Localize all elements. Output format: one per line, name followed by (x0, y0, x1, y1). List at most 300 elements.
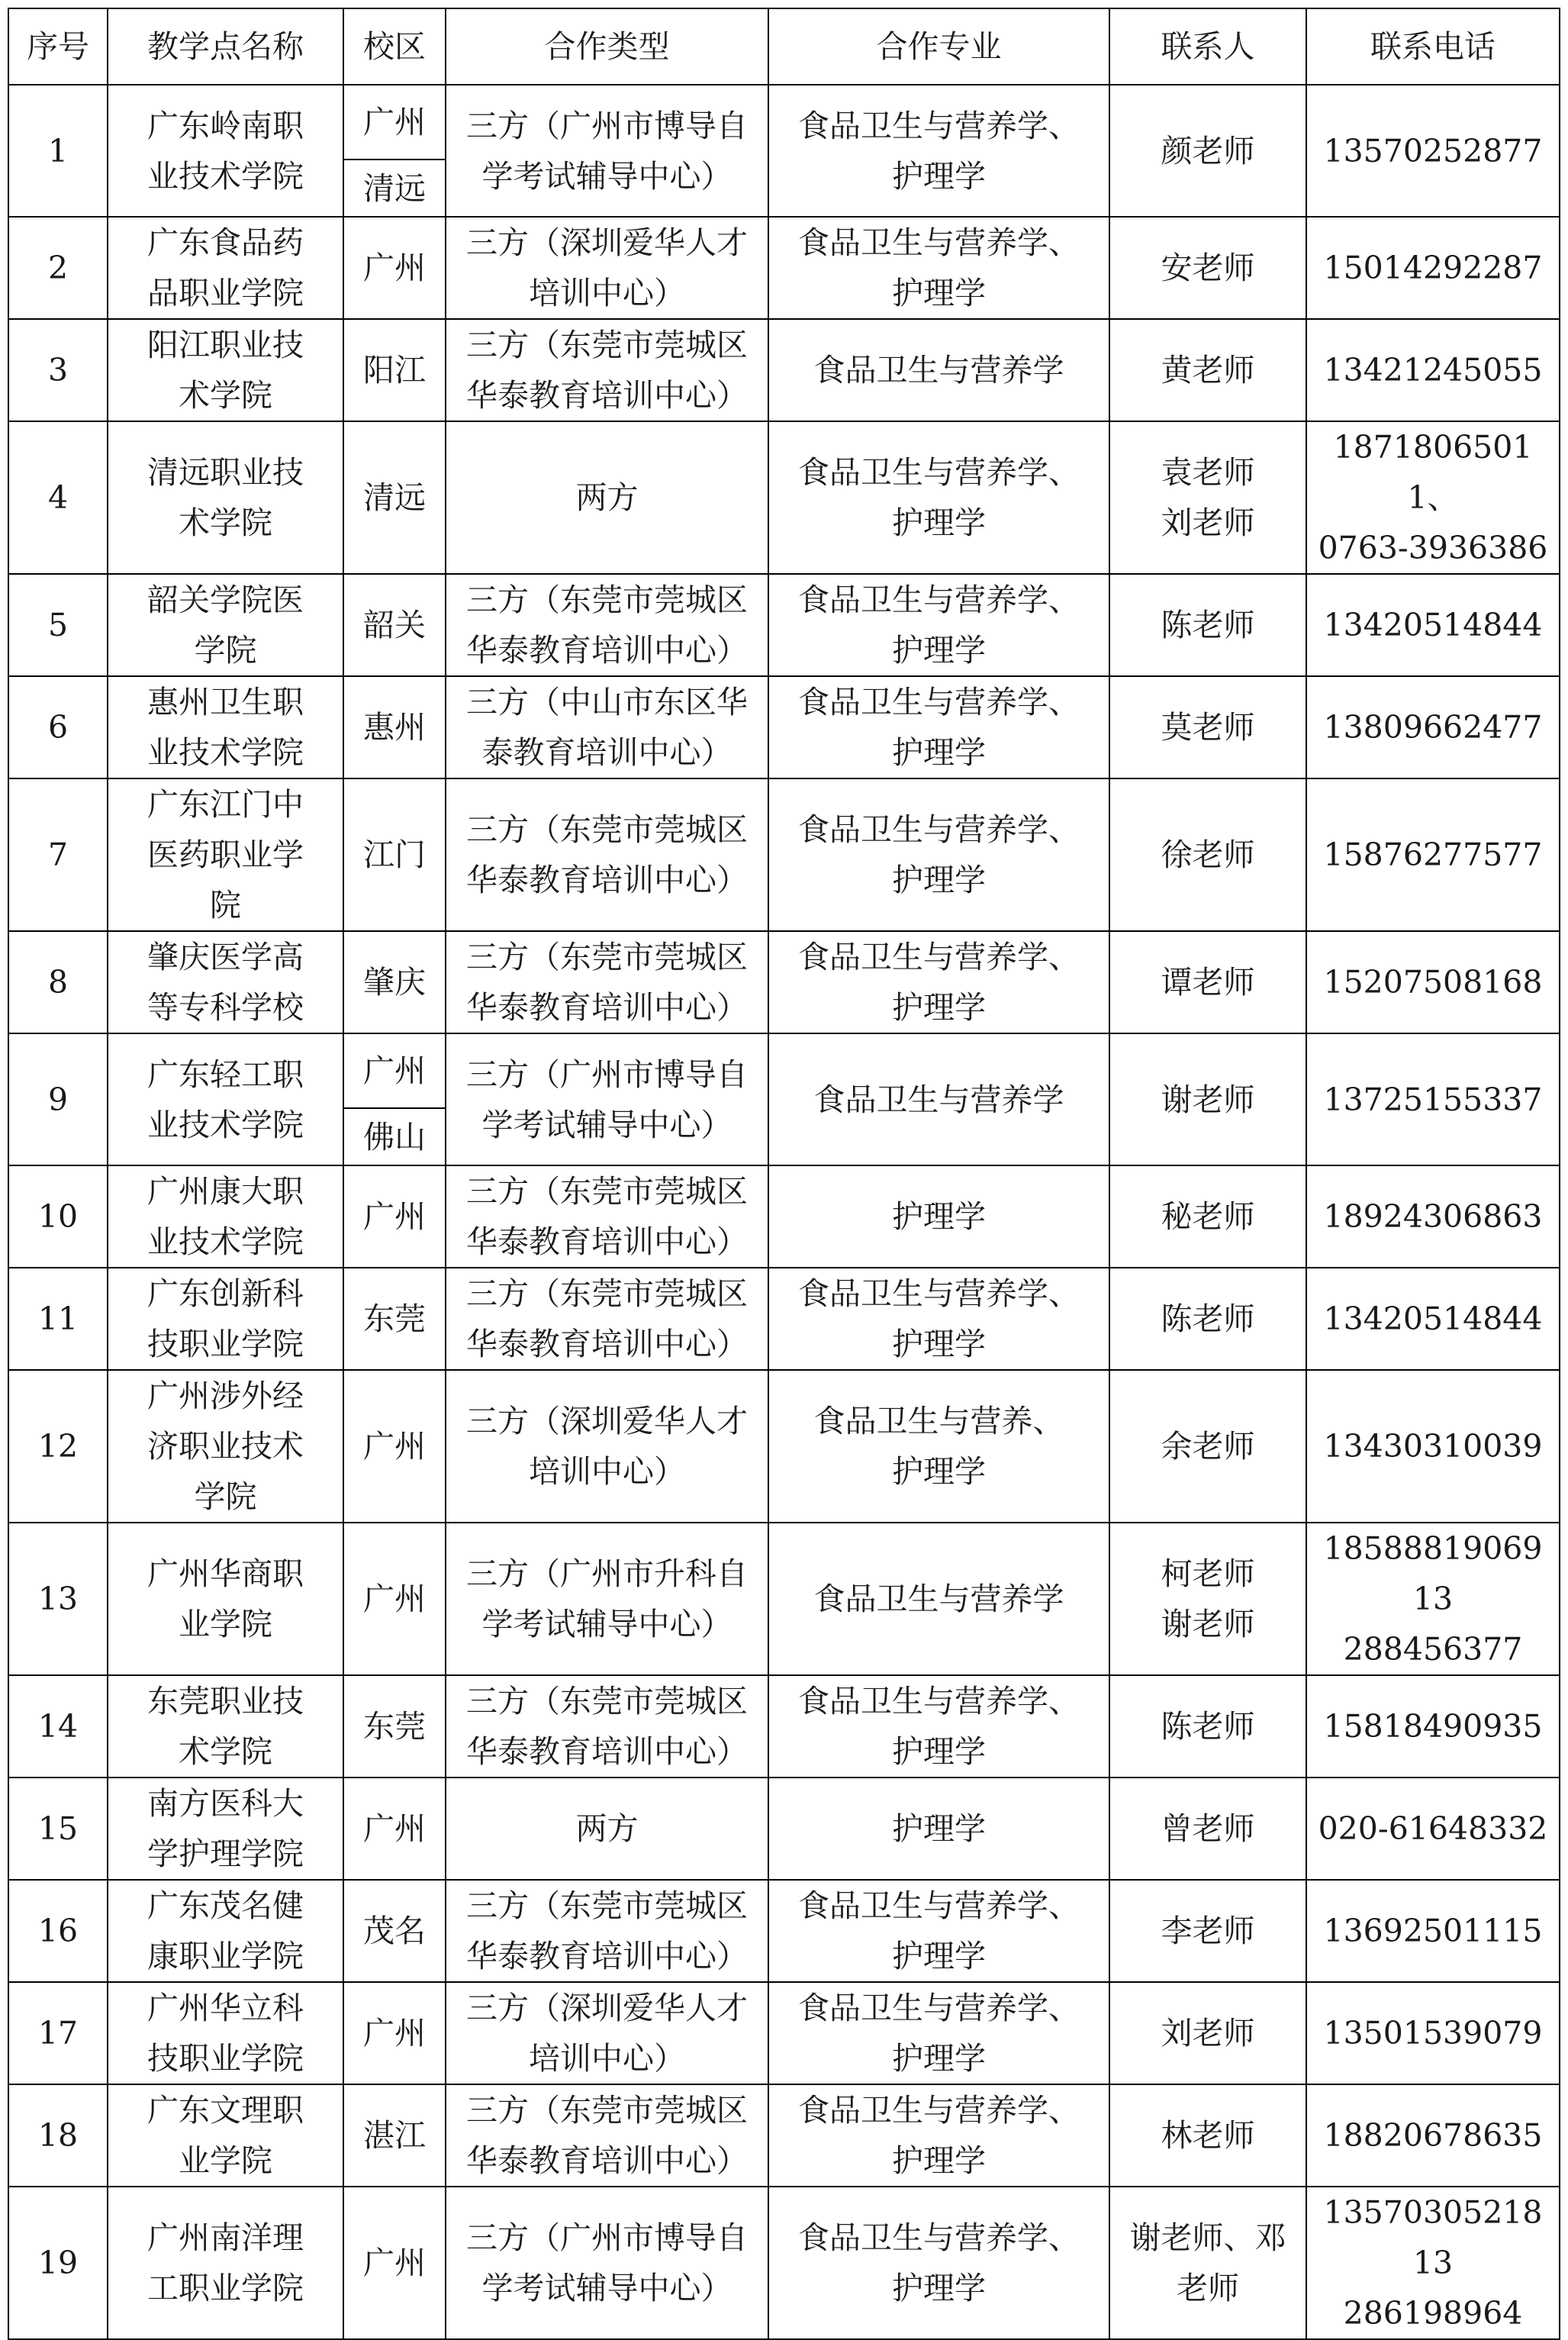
header-cell-major: 合作专业 (768, 8, 1109, 85)
row-number-cell (8, 1165, 108, 1268)
table-row (8, 2084, 1560, 2187)
campus-cell-line: 广州 (363, 1198, 426, 1235)
major-cell (768, 319, 1109, 421)
major-cell-line: 护理学 (892, 1453, 986, 1490)
cooperation-type-cell-line: 两方 (575, 479, 639, 516)
campus-cell-line: 广州 (363, 1810, 426, 1847)
phone-cell (1306, 676, 1560, 778)
row-number-cell-line: 5 (47, 607, 69, 643)
phone-cell-line: 15876277577 (1323, 836, 1543, 873)
campus-cell-line: 湛江 (363, 2117, 426, 2154)
school-name-cell-line: 学护理学院 (147, 1836, 304, 1872)
contact-person-cell (1109, 1268, 1306, 1370)
school-name-cell (108, 1165, 343, 1268)
school-name-cell-line: 广东岭南职 (147, 107, 304, 144)
cooperation-type-cell-line: 三方（东莞市莞城区 (466, 811, 748, 848)
row-number-cell-line: 2 (47, 250, 69, 286)
contact-person-cell (1109, 931, 1306, 1033)
header-cell-name: 教学点名称 (108, 8, 343, 85)
contact-person-cell (1109, 1033, 1306, 1165)
campus-cell (343, 1033, 446, 1108)
school-name-cell-line: 肇庆医学高 (147, 939, 304, 975)
school-name-cell-line: 学院 (194, 1478, 257, 1515)
contact-person-cell-line: 安老师 (1161, 250, 1255, 286)
major-cell-line: 食品卫生与营养学、 (798, 939, 1080, 975)
major-cell-line: 食品卫生与营养学 (813, 1581, 1064, 1617)
campus-cell (343, 160, 446, 217)
contact-person-cell (1109, 574, 1306, 676)
major-cell (768, 2084, 1109, 2187)
campus-cell-line: 东莞 (363, 1301, 426, 1337)
major-cell-line: 护理学 (892, 1326, 986, 1362)
school-name-cell (108, 574, 343, 676)
cooperation-type-cell (446, 2187, 768, 2339)
phone-cell-line: 1357030521813 (1323, 2194, 1543, 2281)
table-row (8, 676, 1560, 778)
major-cell (768, 574, 1109, 676)
major-cell-line: 食品卫生与营养学、 (798, 1887, 1080, 1924)
header-row (8, 8, 1560, 85)
row-number-cell (8, 1523, 108, 1675)
major-cell (768, 421, 1109, 574)
phone-cell (1306, 1880, 1560, 1982)
major-cell-line: 食品卫生与营养学、 (798, 1990, 1080, 2026)
cooperation-type-cell (446, 1523, 768, 1675)
cooperation-type-cell (446, 217, 768, 319)
major-cell (768, 676, 1109, 778)
school-name-cell-line: 广东茂名健 (147, 1887, 304, 1924)
major-cell (768, 217, 1109, 319)
campus-cell (343, 1165, 446, 1268)
cooperation-type-cell-line: 泰教育培训中心） (481, 734, 732, 771)
contact-person-cell-line: 李老师 (1161, 1913, 1255, 1949)
phone-cell-line: 13420514844 (1323, 1301, 1543, 1337)
campus-cell-line: 广州 (363, 104, 426, 140)
row-number-cell (8, 931, 108, 1033)
phone-cell-line: 0763-3936386 (1318, 530, 1548, 566)
school-name-cell-line: 医药职业学 (147, 836, 304, 873)
table-row (8, 1523, 1560, 1675)
school-name-cell-line: 广州南洋理 (147, 2219, 304, 2256)
row-number-cell-line: 7 (47, 836, 69, 873)
school-name-cell (108, 778, 343, 931)
major-cell-line: 护理学 (892, 2270, 986, 2306)
school-name-cell-line: 术学院 (179, 504, 272, 541)
cooperation-type-cell-line: 三方（广州市博导自 (466, 2219, 748, 2256)
cooperation-type-cell-line: 三方（深圳爱华人才 (466, 224, 748, 261)
campus-cell (343, 2187, 446, 2339)
cooperation-type-cell-line: 培训中心） (529, 2040, 685, 2077)
table-row (8, 1778, 1560, 1880)
major-cell-line: 护理学 (892, 2040, 986, 2077)
school-name-cell-line: 阳江职业技 (147, 327, 304, 363)
table-row (8, 2187, 1560, 2339)
row-number-cell-line: 11 (37, 1301, 79, 1337)
cooperation-type-cell-line: 学考试辅导中心） (481, 157, 732, 195)
contact-person-cell (1109, 421, 1306, 574)
campus-cell (343, 217, 446, 319)
contact-person-cell-line: 陈老师 (1161, 1708, 1255, 1745)
major-cell-line: 食品卫生与营养学 (813, 1081, 1064, 1118)
phone-cell (1306, 85, 1560, 217)
school-name-cell-line: 广州涉外经 (147, 1378, 304, 1414)
campus-cell-line: 广州 (363, 2015, 426, 2052)
cooperation-type-cell (446, 319, 768, 421)
phone-cell-line: 13501539079 (1323, 2015, 1543, 2052)
school-name-cell-line: 广州华立科 (147, 1990, 304, 2026)
row-number-cell (8, 421, 108, 574)
cooperation-type-cell-line: 华泰教育培训中心） (466, 632, 748, 669)
major-cell-line: 食品卫生与营养学、 (798, 2092, 1080, 2129)
row-number-cell (8, 1370, 108, 1523)
table-row (8, 1033, 1560, 1108)
phone-cell (1306, 1268, 1560, 1370)
campus-cell-line: 惠州 (363, 709, 426, 746)
row-number-cell (8, 676, 108, 778)
campus-cell (343, 778, 446, 931)
cooperation-type-cell-line: 三方（深圳爱华人才 (466, 1403, 748, 1439)
cooperation-type-cell (446, 1982, 768, 2084)
contact-person-cell-line: 谭老师 (1161, 964, 1255, 1001)
cooperation-type-cell-line: 培训中心） (529, 275, 685, 311)
cooperation-type-cell-line: 三方（东莞市莞城区 (466, 939, 748, 975)
phone-cell-line: 13809662477 (1323, 709, 1543, 746)
major-cell-line: 护理学 (892, 504, 986, 541)
major-cell-line: 护理学 (892, 862, 986, 898)
school-name-cell-line: 技职业学院 (147, 2040, 304, 2077)
cooperation-type-cell-line: 学考试辅导中心） (481, 2270, 732, 2306)
phone-cell (1306, 319, 1560, 421)
header-cell-phone: 联系电话 (1306, 8, 1560, 85)
row-number-cell (8, 1778, 108, 1880)
row-number-cell-line: 8 (47, 964, 69, 1001)
contact-person-cell-line: 老师 (1177, 2270, 1239, 2306)
campus-cell-line: 阳江 (363, 352, 426, 388)
school-name-cell-line: 工职业学院 (147, 2270, 304, 2306)
major-cell-line: 食品卫生与营养学 (813, 352, 1064, 388)
major-cell (768, 1268, 1109, 1370)
cooperation-type-cell (446, 676, 768, 778)
contact-person-cell (1109, 1523, 1306, 1675)
campus-cell-line: 广州 (363, 1052, 426, 1089)
campus-cell-line: 清远 (363, 479, 426, 516)
cooperation-type-cell-line: 三方（广州市升科自 (466, 1555, 748, 1592)
major-cell-line: 护理学 (892, 2142, 986, 2179)
cooperation-type-cell-line: 华泰教育培训中心） (466, 862, 748, 898)
major-cell-line: 护理学 (892, 1938, 986, 1974)
campus-cell-line: 东莞 (363, 1708, 426, 1745)
campus-cell (343, 1523, 446, 1675)
school-name-cell-line: 广州康大职 (147, 1173, 304, 1210)
row-number-cell (8, 2187, 108, 2339)
cooperation-type-cell (446, 778, 768, 931)
campus-cell (343, 1370, 446, 1523)
major-cell-line: 食品卫生与营养学、 (798, 107, 1080, 144)
school-name-cell (108, 1982, 343, 2084)
row-number-cell-line: 4 (47, 479, 69, 516)
phone-cell (1306, 574, 1560, 676)
school-name-cell (108, 421, 343, 574)
contact-person-cell-line: 徐老师 (1161, 836, 1255, 873)
contact-person-cell-line: 余老师 (1161, 1428, 1255, 1465)
phone-cell-line: 13420514844 (1323, 607, 1543, 643)
major-cell (768, 1778, 1109, 1880)
school-name-cell-line: 广东江门中 (147, 786, 304, 823)
campus-cell-line: 广州 (363, 1428, 426, 1465)
cooperation-type-cell (446, 85, 768, 217)
school-name-cell-line: 业学院 (179, 1606, 272, 1642)
school-name-cell-line: 业技术学院 (147, 734, 304, 771)
row-number-cell-line: 17 (37, 2015, 79, 2052)
school-name-cell (108, 1033, 343, 1165)
cooperation-type-cell-line: 华泰教育培训中心） (466, 1938, 748, 1974)
contact-person-cell (1109, 1982, 1306, 2084)
campus-cell-line: 佛山 (363, 1118, 426, 1155)
phone-cell-line: 18718065011、 (1333, 429, 1533, 516)
phone-cell-line: 15207508168 (1323, 964, 1543, 1001)
cooperation-type-cell (446, 1268, 768, 1370)
contact-person-cell-line: 刘老师 (1161, 504, 1255, 541)
contact-person-cell (1109, 1165, 1306, 1268)
table-row (8, 1880, 1560, 1982)
major-cell-line: 护理学 (892, 275, 986, 311)
campus-cell (343, 319, 446, 421)
cooperation-table (8, 8, 1560, 2340)
campus-cell-line: 江门 (363, 836, 426, 873)
major-cell-line: 食品卫生与营养学、 (798, 582, 1080, 618)
school-name-cell-line: 广州华商职 (147, 1555, 304, 1592)
header-cell-no: 序号 (8, 8, 108, 85)
campus-cell-line: 广州 (363, 2245, 426, 2281)
cooperation-type-cell-line: 三方（广州市博导自 (466, 107, 748, 144)
major-cell (768, 1165, 1109, 1268)
phone-cell-line: 1858881906913 (1323, 1530, 1543, 1617)
school-name-cell (108, 2084, 343, 2187)
phone-cell-line: 288456377 (1343, 1631, 1523, 1668)
school-name-cell-line: 术学院 (179, 377, 272, 414)
school-name-cell-line: 院 (210, 887, 241, 923)
campus-cell-line: 广州 (363, 1581, 426, 1617)
row-number-cell (8, 2084, 108, 2187)
table-row (8, 217, 1560, 319)
school-name-cell-line: 等专科学校 (147, 989, 304, 1026)
major-cell-line: 食品卫生与营养学、 (798, 2219, 1080, 2256)
school-name-cell (108, 1268, 343, 1370)
school-name-cell-line: 学院 (194, 632, 257, 669)
phone-cell (1306, 1982, 1560, 2084)
major-cell-line: 护理学 (892, 1733, 986, 1770)
campus-cell (343, 931, 446, 1033)
school-name-cell-line: 品职业学院 (147, 275, 304, 311)
row-number-cell-line: 9 (47, 1081, 69, 1118)
school-name-cell (108, 2187, 343, 2339)
cooperation-type-cell-line: 华泰教育培训中心） (466, 2142, 748, 2179)
cooperation-type-cell (446, 1880, 768, 1982)
major-cell-line: 护理学 (892, 1810, 986, 1847)
major-cell-line: 护理学 (892, 734, 986, 771)
school-name-cell-line: 惠州卫生职 (147, 684, 304, 720)
phone-cell-line: 15818490935 (1323, 1708, 1543, 1745)
contact-person-cell (1109, 1778, 1306, 1880)
school-name-cell-line: 技职业学院 (147, 1326, 304, 1362)
header-cell-type: 合作类型 (446, 8, 768, 85)
phone-cell (1306, 778, 1560, 931)
major-cell (768, 1982, 1109, 2084)
row-number-cell (8, 1880, 108, 1982)
row-number-cell (8, 1268, 108, 1370)
campus-cell (343, 1675, 446, 1778)
school-name-cell (108, 676, 343, 778)
row-number-cell (8, 1033, 108, 1165)
cooperation-type-cell-line: 三方（东莞市莞城区 (466, 1173, 748, 1210)
school-name-cell (108, 85, 343, 217)
cooperation-type-cell-line: 三方（东莞市莞城区 (466, 1887, 748, 1924)
contact-person-cell-line: 刘老师 (1161, 2015, 1255, 2052)
contact-person-cell (1109, 676, 1306, 778)
contact-person-cell-line: 黄老师 (1161, 352, 1255, 388)
cooperation-type-cell-line: 三方（深圳爱华人才 (466, 1990, 748, 2026)
contact-person-cell-line: 袁老师 (1161, 454, 1255, 491)
cooperation-type-cell (446, 1165, 768, 1268)
row-number-cell-line: 10 (37, 1198, 79, 1235)
major-cell-line: 护理学 (892, 632, 986, 669)
table-row (8, 574, 1560, 676)
cooperation-type-cell-line: 学考试辅导中心） (481, 1606, 732, 1642)
major-cell (768, 1033, 1109, 1165)
major-cell (768, 2187, 1109, 2339)
row-number-cell-line: 19 (37, 2245, 79, 2281)
phone-cell (1306, 1370, 1560, 1523)
phone-cell (1306, 931, 1560, 1033)
contact-person-cell (1109, 217, 1306, 319)
cooperation-type-cell (446, 1033, 768, 1165)
contact-person-cell-line: 柯老师 (1161, 1555, 1255, 1592)
row-number-cell (8, 778, 108, 931)
major-cell (768, 1370, 1109, 1523)
cooperation-type-cell (446, 1778, 768, 1880)
phone-cell (1306, 1778, 1560, 1880)
school-name-cell (108, 319, 343, 421)
contact-person-cell-line: 陈老师 (1161, 1301, 1255, 1337)
major-cell (768, 1880, 1109, 1982)
campus-cell-line: 茂名 (363, 1913, 426, 1949)
table-row (8, 778, 1560, 931)
major-cell (768, 1523, 1109, 1675)
contact-person-cell-line: 谢老师 (1161, 1606, 1255, 1642)
cooperation-type-cell-line: 三方（东莞市莞城区 (466, 1275, 748, 1312)
major-cell (768, 778, 1109, 931)
campus-cell (343, 1982, 446, 2084)
contact-person-cell (1109, 319, 1306, 421)
cooperation-type-cell (446, 1675, 768, 1778)
row-number-cell (8, 574, 108, 676)
table-row (8, 85, 1560, 160)
cooperation-type-cell-line: 三方（中山市东区华 (466, 684, 748, 720)
school-name-cell-line: 东莞职业技 (147, 1683, 304, 1720)
row-number-cell-line: 14 (37, 1708, 79, 1745)
major-cell-line: 食品卫生与营养学、 (798, 684, 1080, 720)
phone-cell (1306, 217, 1560, 319)
campus-cell (343, 1880, 446, 1982)
phone-cell (1306, 421, 1560, 574)
contact-person-cell (1109, 1675, 1306, 1778)
major-cell-line: 食品卫生与营养学、 (798, 811, 1080, 848)
row-number-cell (8, 217, 108, 319)
cooperation-type-cell (446, 931, 768, 1033)
phone-cell (1306, 2187, 1560, 2339)
campus-cell-line: 清远 (363, 169, 426, 207)
cooperation-type-cell-line: 三方（广州市博导自 (466, 1056, 748, 1093)
major-cell-line: 食品卫生与营养学、 (798, 1275, 1080, 1312)
phone-cell-line: 13570252877 (1323, 132, 1543, 169)
cooperation-type-cell-line: 华泰教育培训中心） (466, 1733, 748, 1770)
cooperation-type-cell-line: 三方（东莞市莞城区 (466, 327, 748, 363)
major-cell-line: 食品卫生与营养学、 (798, 224, 1080, 261)
major-cell-line: 护理学 (892, 1198, 986, 1235)
phone-cell (1306, 1675, 1560, 1778)
cooperation-type-cell (446, 1370, 768, 1523)
school-name-cell-line: 广东轻工职 (147, 1056, 304, 1093)
school-name-cell-line: 广东文理职 (147, 2092, 304, 2129)
major-cell-line: 护理学 (892, 989, 986, 1026)
table-body (8, 85, 1560, 2339)
cooperation-type-cell-line: 三方（东莞市莞城区 (466, 1683, 748, 1720)
contact-person-cell-line: 秘老师 (1161, 1198, 1255, 1235)
phone-cell (1306, 1165, 1560, 1268)
table-row (8, 1370, 1560, 1523)
contact-person-cell (1109, 778, 1306, 931)
cooperation-type-cell-line: 学考试辅导中心） (481, 1106, 732, 1143)
contact-person-cell-line: 林老师 (1161, 2117, 1255, 2154)
contact-person-cell (1109, 2084, 1306, 2187)
school-name-cell (108, 217, 343, 319)
row-number-cell-line: 15 (37, 1810, 79, 1847)
school-name-cell (108, 1370, 343, 1523)
table-row (8, 1675, 1560, 1778)
phone-cell-line: 020-61648332 (1318, 1810, 1548, 1847)
contact-person-cell-line: 陈老师 (1161, 607, 1255, 643)
phone-cell-line: 13692501115 (1323, 1913, 1543, 1949)
campus-cell (343, 2084, 446, 2187)
phone-cell-line: 13725155337 (1323, 1081, 1543, 1118)
row-number-cell (8, 85, 108, 217)
major-cell-line: 食品卫生与营养、 (813, 1403, 1064, 1439)
campus-cell (343, 421, 446, 574)
cooperation-type-cell-line: 培训中心） (529, 1453, 685, 1490)
header-cell-campus: 校区 (343, 8, 446, 85)
phone-cell-line: 286198964 (1343, 2295, 1523, 2332)
phone-cell-line: 13421245055 (1323, 352, 1543, 388)
major-cell-line: 护理学 (892, 157, 986, 195)
contact-person-cell-line: 莫老师 (1161, 709, 1255, 746)
contact-person-cell-line: 颜老师 (1161, 132, 1255, 169)
school-name-cell-line: 康职业学院 (147, 1938, 304, 1974)
school-name-cell-line: 清远职业技 (147, 454, 304, 491)
header-cell-contact: 联系人 (1109, 8, 1306, 85)
row-number-cell-line: 12 (37, 1428, 79, 1465)
contact-person-cell-line: 谢老师、邓 (1129, 2219, 1286, 2256)
cooperation-type-cell-line: 三方（东莞市莞城区 (466, 582, 748, 618)
contact-person-cell (1109, 1370, 1306, 1523)
row-number-cell-line: 3 (47, 352, 69, 388)
school-name-cell (108, 1778, 343, 1880)
school-name-cell-line: 业技术学院 (147, 1106, 304, 1143)
contact-person-cell-line: 曾老师 (1161, 1810, 1255, 1847)
school-name-cell-line: 韶关学院医 (147, 582, 304, 618)
cooperation-type-cell-line: 两方 (575, 1810, 639, 1847)
cooperation-type-cell-line: 三方（东莞市莞城区 (466, 2092, 748, 2129)
campus-cell-line: 广州 (363, 250, 426, 286)
